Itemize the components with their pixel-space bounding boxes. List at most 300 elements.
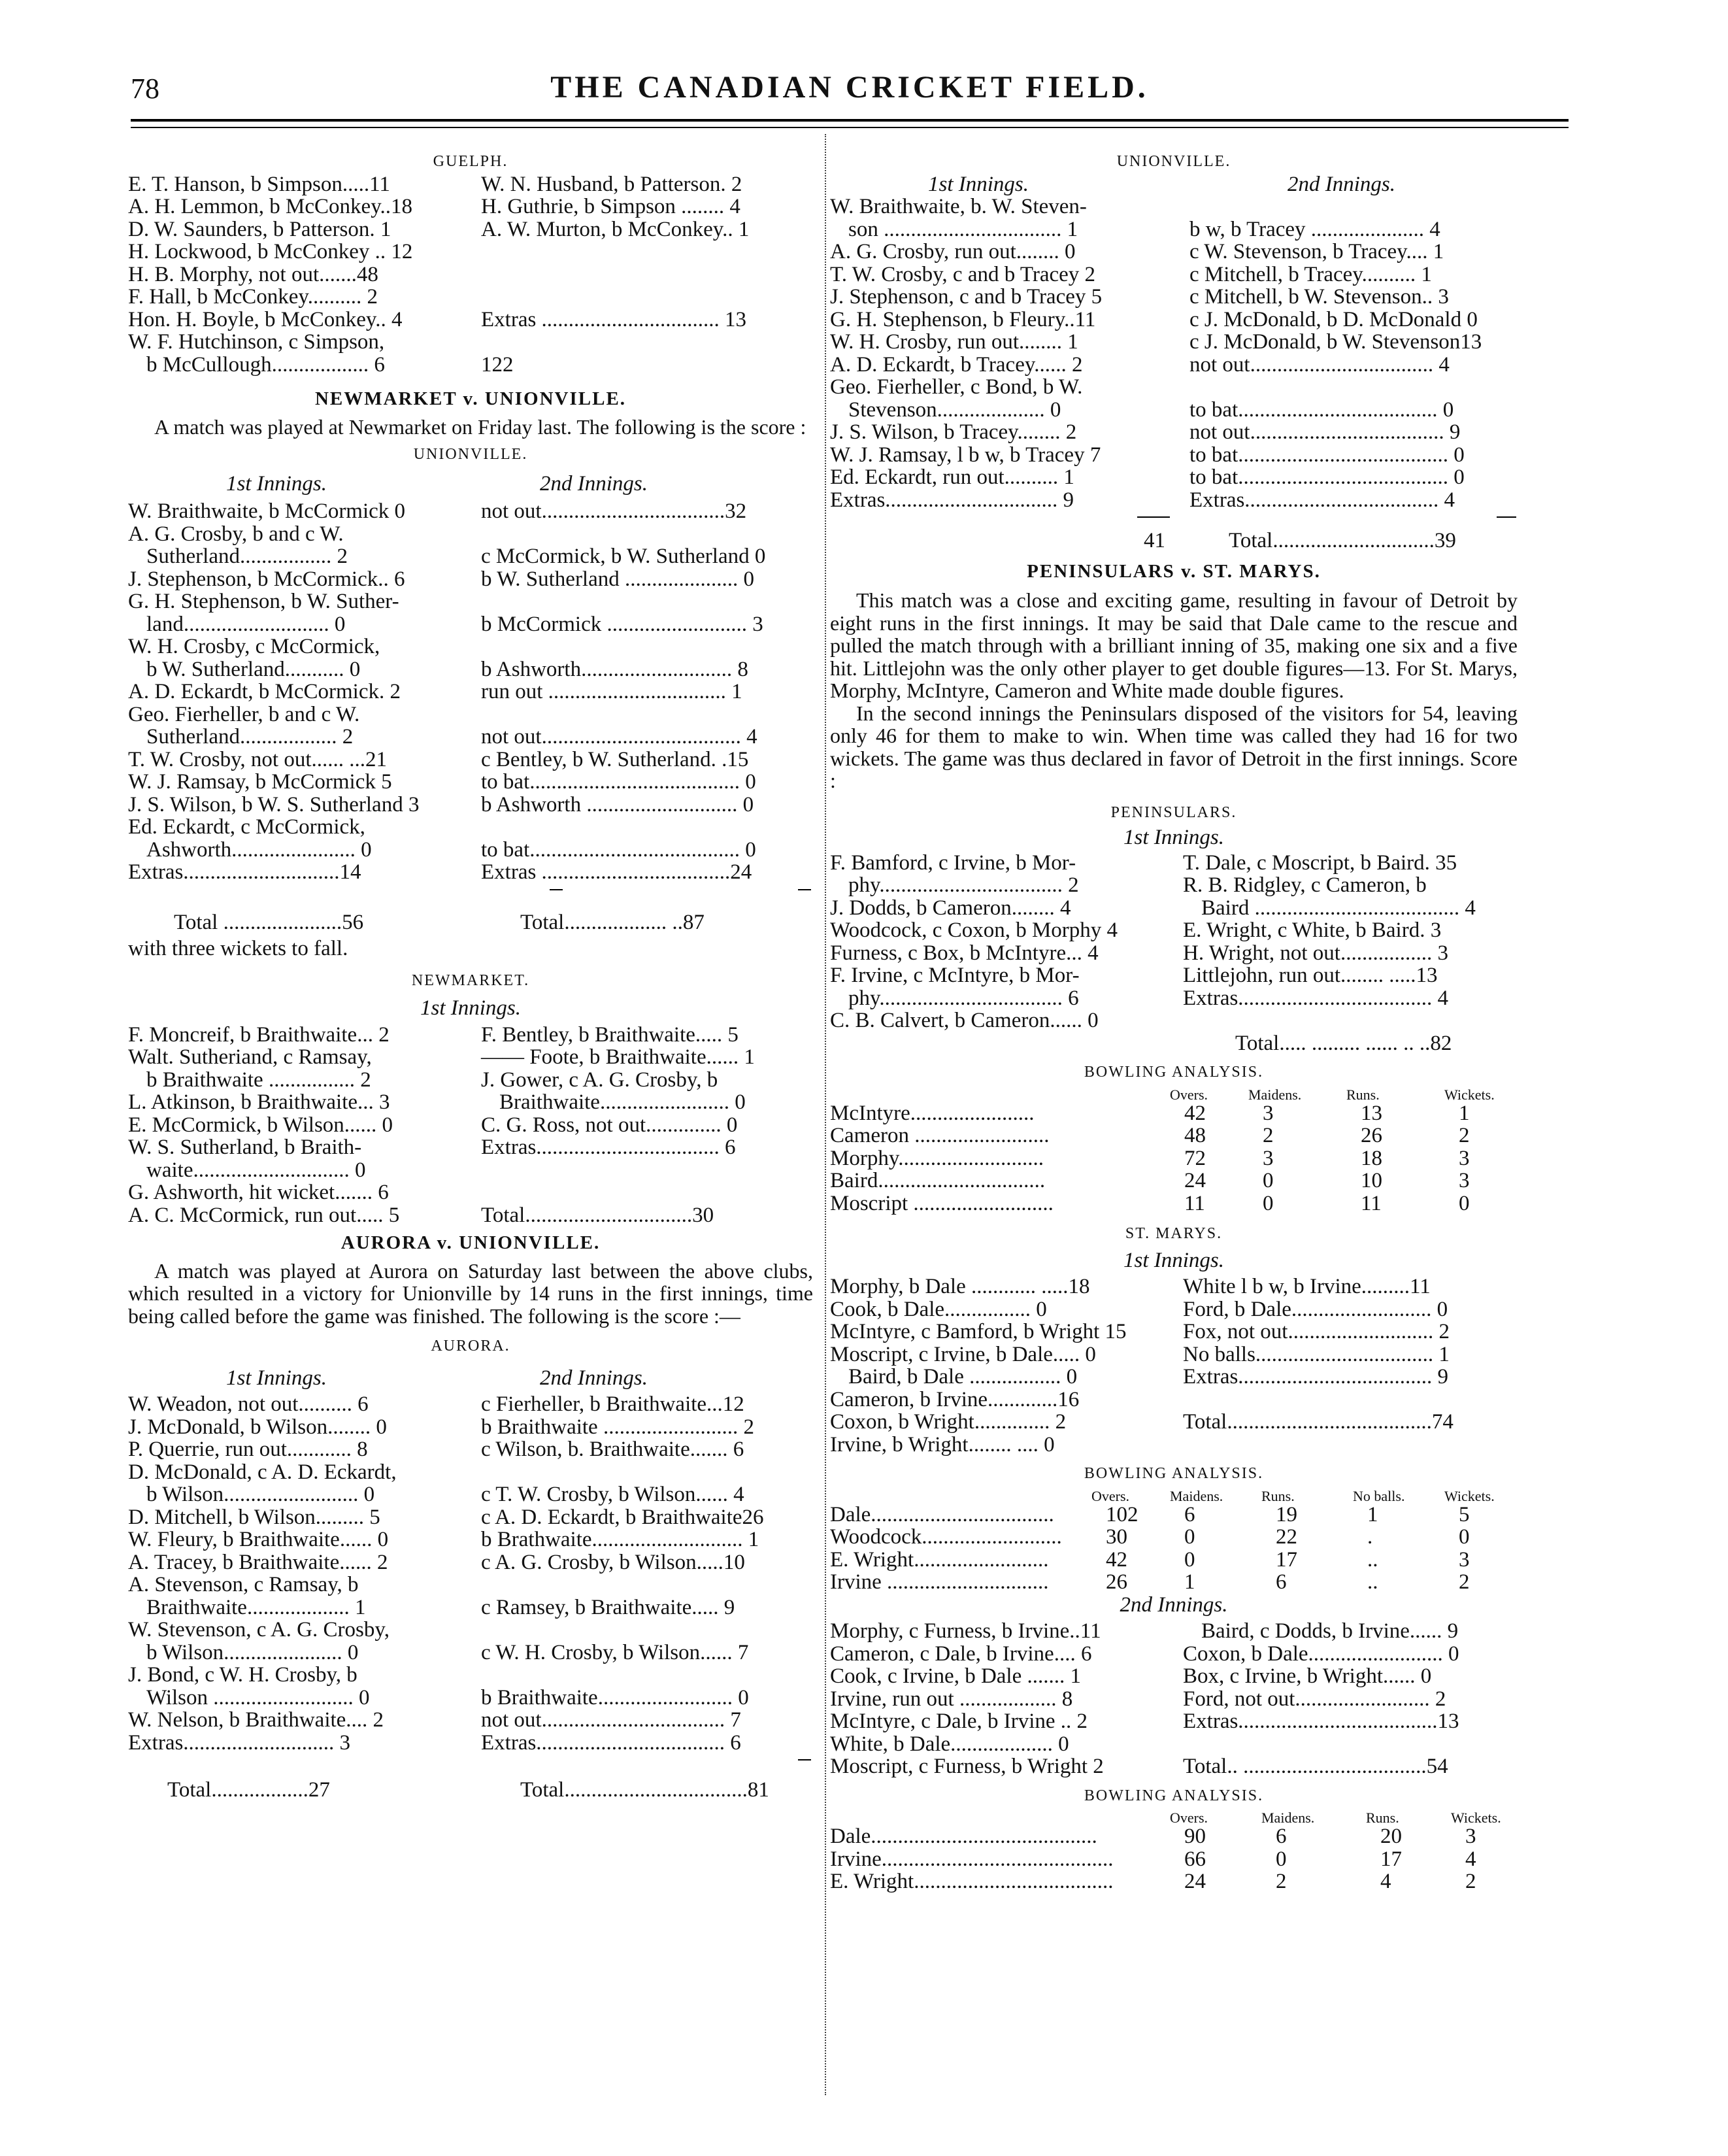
bowling-analysis-st-marys-2nd-row — [830, 1870, 1518, 1893]
st-marys-row — [830, 1298, 1518, 1321]
cell: not out..................................32 — [481, 499, 747, 523]
cell: 122 — [481, 352, 514, 377]
guelph-row — [128, 309, 813, 331]
cell: 0 — [1184, 1547, 1195, 1572]
cell: McIntyre, c Bamford, b Wright 15 — [830, 1320, 1127, 1343]
cell: 4 — [1465, 1847, 1476, 1871]
spacer — [128, 466, 813, 473]
unionville-row — [128, 523, 813, 546]
column-header: Maidens. — [1261, 1810, 1315, 1826]
cell: 2 — [1459, 1124, 1470, 1147]
peninsulars-row — [830, 874, 1518, 897]
cell: Extras............................ 3 — [128, 1730, 351, 1755]
peninsulars-row — [830, 987, 1518, 1010]
cell: not out.................................. 4 — [1189, 352, 1450, 377]
unionville-total-rule — [128, 884, 813, 897]
cell: Ed. Eckardt, c McCormick, — [128, 815, 365, 839]
spacer — [830, 1054, 1518, 1061]
st-marys-2nd-row — [830, 1665, 1518, 1688]
cell: 1 — [1367, 1502, 1378, 1526]
guelph-row — [128, 173, 813, 196]
cell: c J. McDonald, b W. Stevenson13 — [1189, 330, 1482, 354]
cell: 26 — [1106, 1570, 1127, 1594]
cell: b W. Sutherland ..................... 0 — [481, 567, 754, 591]
cell: J. Stephenson, b McCormick.. 6 — [128, 567, 405, 591]
aurora-row — [128, 1732, 813, 1755]
bowling-analysis-peninsulars-heading-text: BOWLING ANALYSIS. — [1084, 1064, 1264, 1081]
bowling-analysis-st-marys-cols — [830, 1485, 1518, 1504]
cell: 42 — [1106, 1547, 1127, 1572]
cell: H. Wright, not out................. 3 — [1183, 941, 1448, 965]
cell: Cameron, b Irvine.............16 — [830, 1387, 1080, 1411]
st-marys-2nd-row — [830, 1710, 1518, 1733]
match-heading-peninsulars-st-marys-text: PENINSULARS v. ST. MARYS. — [1027, 560, 1321, 582]
newmarket-heading — [128, 969, 813, 992]
cell: J. Dodds, b Cameron........ 4 — [830, 896, 1071, 920]
cell: Furness, c Box, b McIntyre... 4 — [830, 941, 1099, 965]
cell: 2nd Innings. — [540, 1366, 648, 1390]
cell: Extras.................................... 4 — [1189, 488, 1455, 512]
unionville-row — [128, 816, 813, 839]
innings-heading — [830, 173, 1518, 196]
peninsulars-innings-heading — [830, 826, 1518, 849]
cell: Woodcock, c Coxon, b Morphy 4 — [830, 918, 1118, 942]
cell: J. Bond, c W. H. Crosby, b — [128, 1663, 357, 1687]
total-rule — [798, 1759, 811, 1760]
cell: b w, b Tracey ..................... 4 — [1189, 217, 1440, 241]
cell: Total................... ..87 — [520, 910, 705, 934]
match-heading-aurora-unionville-text: AURORA v. UNIONVILLE. — [341, 1232, 601, 1253]
cell: Extras.................................... 4 — [1183, 986, 1449, 1010]
cell: Extras ...................................24 — [481, 860, 752, 884]
cell: W. Stevenson, c A. G. Crosby, — [128, 1618, 390, 1642]
match-heading-aurora-unionville — [128, 1232, 813, 1255]
st-marys-row — [830, 1343, 1518, 1366]
aurora-total-rule — [128, 1754, 813, 1767]
st-marys-innings-heading-text: 1st Innings. — [1123, 1248, 1224, 1272]
cell: A. D. Eckardt, b Tracey...... 2 — [830, 352, 1083, 377]
unionville-right-heading-text: UNIONVILLE. — [1116, 153, 1231, 170]
spacer — [830, 1456, 1518, 1462]
cell: to bat....................................... 0 — [481, 770, 756, 794]
bowling-analysis-peninsulars-cols — [830, 1084, 1518, 1102]
cell: Cameron ......................... — [830, 1124, 1050, 1147]
cell: W. Braithwaite, b McCormick 0 — [128, 499, 406, 523]
cell: Irvine, b Wright........ .... 0 — [830, 1432, 1055, 1457]
cell: T. W. Crosby, not out...... ...21 — [128, 747, 388, 771]
cell: 102 — [1106, 1502, 1138, 1526]
page-header — [131, 72, 1569, 118]
aurora-row — [128, 1619, 813, 1642]
match-report-para-1: This match was a close and exciting game, resulting in favour of Detroit by eight runs in the first innings. It may be said that Dale came to the rescue and pulled the match through with a brilliant inning of 35, making one six and a five hit. Littlejohn was the only other player to get double figures—13. For St. Marys, Morphy, McIntyre, Cameron and White made double figures. — [830, 588, 1518, 702]
cell: Total..................................81 — [520, 1778, 769, 1802]
cell: Baird, c Dodds, b Irvine...... 9 — [1201, 1619, 1459, 1643]
cell: D. W. Saunders, b Patterson. 1 — [128, 217, 391, 241]
bowling-analysis-st-marys-heading — [830, 1462, 1518, 1485]
cell: Extras................................ 9 — [830, 488, 1074, 512]
unionville-row — [128, 771, 813, 794]
cell: E. Wright......................... — [830, 1547, 1049, 1572]
column-header: Runs. — [1261, 1487, 1295, 1504]
cell: Total..................27 — [167, 1778, 330, 1802]
cell: 2 — [1276, 1870, 1287, 1893]
cell: Irvine .............................. — [830, 1570, 1049, 1594]
cell: G. H. Stephenson, b W. Suther- — [128, 590, 399, 613]
bowling-analysis-st-marys-2nd-heading — [830, 1785, 1518, 1808]
column-header: Maidens. — [1170, 1487, 1223, 1504]
unionville-row — [128, 681, 813, 703]
cell: b Brathwaite............................ 1 — [481, 1528, 759, 1551]
cell: 3 — [1459, 1547, 1470, 1572]
unionville-row — [128, 500, 813, 523]
cell: 24 — [1184, 1169, 1206, 1192]
cell: 10 — [1361, 1169, 1382, 1192]
cell: E. T. Hanson, b Simpson.....11 — [128, 172, 390, 196]
cell: 0 — [1263, 1169, 1274, 1192]
match-intro-aurora: A match was played at Aurora on Saturday last between the above clubs, which resulted in a victory for Unionville by 14 runs in the first innings, time being called before the game was finished. The following is the score :— — [128, 1258, 813, 1328]
unionville-row — [128, 861, 813, 884]
cell: 1 — [1459, 1101, 1470, 1125]
cell: Littlejohn, run out........ .....13 — [1183, 964, 1438, 987]
spacer — [128, 1767, 813, 1779]
bowling-analysis-st-marys-2nd-cols — [830, 1807, 1518, 1825]
cell: J. S. Wilson, b W. S. Sutherland 3 — [128, 792, 420, 817]
cell: c T. W. Crosby, b Wilson...... 4 — [481, 1483, 744, 1506]
cell: 3 — [1263, 1146, 1274, 1170]
peninsulars-innings-heading-text: 1st Innings. — [1123, 826, 1224, 849]
st-marys-row — [830, 1321, 1518, 1343]
peninsulars-heading — [830, 801, 1518, 824]
aurora-heading-text: AURORA. — [431, 1338, 510, 1355]
unionville-right-row — [830, 241, 1518, 263]
cell: A. W. Murton, b McConkey.. 1 — [481, 217, 750, 241]
newmarket-innings-heading — [128, 997, 813, 1020]
cell: Total.. ..................................54 — [1183, 1755, 1448, 1778]
total-rule — [798, 889, 811, 890]
cell: McIntyre....................... — [830, 1101, 1035, 1125]
cell: A. Stevenson, c Ramsay, b — [128, 1573, 359, 1596]
cell: Geo. Fierheller, c Bond, b W. — [830, 375, 1083, 399]
st-marys-row — [830, 1275, 1518, 1298]
cell: Total......................................74 — [1183, 1410, 1454, 1434]
cell: E. Wright, c White, b Baird. 3 — [1183, 918, 1442, 942]
spacer — [128, 960, 813, 969]
cell: . — [1367, 1525, 1373, 1549]
unionville-total-row — [128, 911, 813, 934]
cell: Braithwaite................... 1 — [146, 1595, 366, 1619]
newmarket-row — [128, 1046, 813, 1069]
spacer — [830, 792, 1518, 801]
cell: b McCormick .......................... 3 — [481, 612, 763, 636]
cell: Woodcock.......................... — [830, 1525, 1062, 1549]
unionville-heading — [128, 443, 813, 466]
cell: W. Braithwaite, b. W. Steven- — [830, 195, 1087, 218]
guelph-row — [128, 218, 813, 241]
cell: W. H. Crosby, run out........ 1 — [830, 330, 1078, 354]
match-heading-peninsulars-st-marys — [830, 560, 1518, 583]
cell: H. Guthrie, b Simpson ........ 4 — [481, 195, 740, 218]
cell: c Mitchell, b W. Stevenson.. 3 — [1189, 285, 1449, 309]
column-header: Wickets. — [1444, 1086, 1495, 1103]
cell: W. H. Crosby, c McCormick, — [128, 635, 380, 658]
right-column — [830, 150, 1518, 1893]
cell: 6 — [1276, 1825, 1287, 1848]
cell: H. Lockwood, b McConkey .. 12 — [128, 240, 413, 263]
cell: T. W. Crosby, c and b Tracey 2 — [830, 262, 1096, 286]
cell: Walt. Sutheriand, c Ramsay, — [128, 1045, 372, 1069]
bowling-analysis-peninsulars-row — [830, 1170, 1518, 1192]
aurora-row — [128, 1528, 813, 1551]
cell: land........................... 0 — [146, 612, 346, 636]
cell: Total...............................30 — [481, 1203, 714, 1227]
cell: 66 — [1184, 1847, 1206, 1871]
cell: A. H. Lemmon, b McConkey..18 — [128, 195, 413, 218]
unionville-row — [128, 658, 813, 681]
unionville-row — [128, 839, 813, 862]
unionville-right-row — [830, 286, 1518, 309]
column-header: Runs. — [1366, 1810, 1399, 1826]
cell: White l b w, b Irvine.........11 — [1183, 1275, 1431, 1298]
spacer — [128, 376, 813, 388]
cell: W. Weadon, not out.......... 6 — [128, 1392, 369, 1416]
unionville-right-row — [830, 444, 1518, 467]
bowling-analysis-peninsulars-row — [830, 1147, 1518, 1170]
newmarket-innings-heading-text: 1st Innings. — [420, 996, 521, 1020]
cell: P. Querrie, run out............ 8 — [128, 1438, 368, 1461]
cell: Sutherland.................. 2 — [146, 725, 354, 749]
cell: Wilson .......................... 0 — [146, 1685, 370, 1710]
cell: Braithwaite........................ 0 — [499, 1090, 746, 1114]
cell: 3 — [1459, 1146, 1470, 1170]
cell: 24 — [1184, 1870, 1206, 1893]
cell: 13 — [1361, 1101, 1382, 1125]
guelph-row — [128, 263, 813, 286]
spacer — [830, 1778, 1518, 1785]
cell: Extras.................................. 6 — [481, 1136, 736, 1159]
cell: Moscript .......................... — [830, 1191, 1054, 1215]
cell: F. Bamford, c Irvine, b Mor- — [830, 851, 1076, 875]
cell: c W. H. Crosby, b Wilson...... 7 — [481, 1640, 749, 1664]
cell: c W. Stevenson, b Tracey.... 1 — [1189, 240, 1444, 263]
cell: 0 — [1459, 1191, 1470, 1215]
bowling-analysis-peninsulars-row — [830, 1192, 1518, 1215]
newmarket-heading-text: NEWMARKET. — [411, 971, 530, 989]
peninsulars-row — [830, 919, 1518, 942]
cell: to bat....................................... 0 — [1189, 443, 1465, 467]
cell: J. Stephenson, c and b Tracey 5 — [830, 285, 1103, 309]
cell: 1st Innings. — [226, 471, 327, 496]
peninsulars-row — [830, 897, 1518, 920]
unionville-heading-text: UNIONVILLE. — [413, 446, 528, 463]
bowling-analysis-peninsulars-heading — [830, 1061, 1518, 1084]
cell: A. D. Eckardt, b McCormick. 2 — [128, 680, 401, 703]
cell: E. Wright..................................... — [830, 1870, 1114, 1893]
cell: 1 — [1184, 1570, 1195, 1594]
cell: 42 — [1184, 1101, 1206, 1125]
guelph-row — [128, 354, 813, 377]
guelph-heading — [128, 150, 813, 173]
aurora-row — [128, 1393, 813, 1416]
spacer — [830, 552, 1518, 560]
spacer — [128, 1327, 813, 1335]
unionville-right-heading — [830, 150, 1518, 173]
aurora-row — [128, 1551, 813, 1574]
cell: b Braithwaite ................ 2 — [146, 1068, 371, 1092]
page-title: THE CANADIAN CRICKET FIELD. — [550, 70, 1149, 105]
cell: Morphy, c Furness, b Irvine..11 — [830, 1619, 1101, 1643]
cell: 20 — [1380, 1825, 1402, 1848]
unionville-row — [128, 590, 813, 613]
cell: Irvine, run out .................. 8 — [830, 1687, 1073, 1711]
header-rule — [131, 119, 1569, 122]
unionville-right-total-row — [830, 530, 1518, 552]
innings-heading — [128, 1367, 813, 1390]
cell: A. G. Crosby, b and c W. — [128, 522, 344, 546]
cell: Ashworth....................... 0 — [146, 837, 372, 862]
column-header: Wickets. — [1444, 1487, 1495, 1504]
cell: 48 — [1184, 1124, 1206, 1147]
cell: phy.................................. 6 — [848, 986, 1079, 1010]
cell: Sutherland................. 2 — [146, 545, 348, 568]
column-header: Runs. — [1346, 1086, 1380, 1103]
column-header: Maidens. — [1248, 1086, 1302, 1103]
cell: Geo. Fierheller, b and c W. — [128, 702, 360, 726]
cell: Extras................................... 6 — [481, 1730, 741, 1755]
cell: Ed. Eckardt, run out.......... 1 — [830, 465, 1074, 489]
cell: Cook, b Dale................ 0 — [830, 1297, 1047, 1321]
cell: R. B. Ridgley, c Cameron, b — [1183, 873, 1427, 897]
st-marys-row — [830, 1411, 1518, 1434]
aurora-row — [128, 1596, 813, 1619]
unionville-right-row — [830, 354, 1518, 377]
cell: C. G. Ross, not out.............. 0 — [481, 1113, 738, 1137]
cell: McIntyre, c Dale, b Irvine .. 2 — [830, 1710, 1088, 1733]
cell: T. Dale, c Moscript, b Baird. 35 — [1183, 851, 1457, 875]
cell: .. — [1367, 1570, 1378, 1594]
newmarket-row — [128, 1069, 813, 1092]
st-marys-2nd-row — [830, 1733, 1518, 1756]
aurora-row — [128, 1506, 813, 1529]
cell: Morphy, b Dale ............ .....18 — [830, 1275, 1090, 1298]
unionville-row — [128, 568, 813, 591]
cell: 2nd Innings. — [540, 471, 648, 496]
cell: 22 — [1276, 1525, 1297, 1549]
cell: son ................................. 1 — [848, 217, 1078, 241]
cell: c Bentley, b W. Sutherland. .15 — [481, 747, 749, 771]
st-marys-row — [830, 1366, 1518, 1389]
guelph-row — [128, 331, 813, 354]
header-rule-thin — [131, 127, 1569, 128]
cell: b Braithwaite......................... 0 — [481, 1685, 749, 1710]
cell: G. Ashworth, hit wicket....... 6 — [128, 1181, 389, 1204]
peninsulars-row — [830, 1009, 1518, 1032]
cell: F. Irvine, c McIntyre, b Mor- — [830, 964, 1080, 987]
cell: 90 — [1184, 1825, 1206, 1848]
peninsulars-row — [830, 942, 1518, 965]
cell: 0 — [1263, 1191, 1274, 1215]
aurora-row — [128, 1642, 813, 1664]
newmarket-row — [128, 1181, 813, 1204]
cell: c A. D. Eckardt, b Braithwaite26 — [481, 1505, 764, 1529]
st-marys-2nd-innings-heading — [830, 1594, 1518, 1617]
cell: b W. Sutherland........... 0 — [146, 657, 361, 681]
cell: Total..............................39 — [1229, 529, 1456, 552]
cell: with three wickets to fall. — [128, 937, 348, 960]
cell: D. Mitchell, b Wilson......... 5 — [128, 1505, 380, 1529]
page-number: 78 — [131, 73, 159, 105]
cell: c Fierheller, b Braithwaite...12 — [481, 1392, 744, 1416]
aurora-heading — [128, 1335, 813, 1358]
cell: Moscript, c Irvine, b Dale..... 0 — [830, 1342, 1096, 1366]
left-column — [128, 150, 813, 1802]
unionville-right-row — [830, 466, 1518, 489]
cell: 19 — [1276, 1502, 1297, 1526]
cell: —— Foote, b Braithwaite...... 1 — [481, 1045, 755, 1069]
cell: run out ................................. 1 — [481, 680, 742, 703]
cell: 0 — [1459, 1525, 1470, 1549]
cell: J. Gower, c A. G. Crosby, b — [481, 1068, 718, 1092]
unionville-right-row — [830, 399, 1518, 422]
cell: Hon. H. Boyle, b McConkey.. 4 — [128, 307, 403, 331]
cell: b McCullough.................. 6 — [146, 352, 385, 377]
aurora-row — [128, 1709, 813, 1732]
guelph-row — [128, 241, 813, 263]
cell: to bat..................................... 0 — [1189, 397, 1454, 422]
cell: Dale.................................. — [830, 1502, 1054, 1526]
bowling-analysis-peninsulars-row — [830, 1124, 1518, 1147]
column-header: Overs. — [1091, 1487, 1130, 1504]
cell: Extras.................................... 9 — [1183, 1365, 1449, 1389]
cell: F. Hall, b McConkey.......... 2 — [128, 285, 378, 309]
cell: H. B. Morphy, not out.......48 — [128, 262, 378, 286]
cell: 72 — [1184, 1146, 1206, 1170]
cell: E. McCormick, b Wilson...... 0 — [128, 1113, 393, 1137]
bowling-analysis-st-marys-heading-text: BOWLING ANALYSIS. — [1084, 1465, 1264, 1482]
unionville-row — [128, 726, 813, 749]
unionville-row — [128, 794, 813, 817]
cell: Baird, b Dale ................. 0 — [848, 1365, 1078, 1389]
st-marys-heading — [830, 1222, 1518, 1245]
cell: Coxon, b Dale......................... 0 — [1183, 1642, 1459, 1666]
cell: W. N. Husband, b Patterson. 2 — [481, 172, 742, 196]
cell: W. F. Hutchinson, c Simpson, — [128, 330, 385, 354]
bowling-analysis-st-marys-row — [830, 1526, 1518, 1549]
cell: 2nd Innings. — [1288, 172, 1395, 196]
unionville-note — [128, 937, 813, 960]
st-marys-2nd-row — [830, 1620, 1518, 1643]
guelph-row — [128, 195, 813, 218]
unionville-row — [128, 703, 813, 726]
cell: c Wilson, b. Braithwaite....... 6 — [481, 1438, 744, 1461]
cell: J. S. Wilson, b Tracey........ 2 — [830, 420, 1077, 444]
innings-heading — [128, 473, 813, 496]
cell: not out.................................... 9 — [1189, 420, 1461, 444]
cell: J. McDonald, b Wilson........ 0 — [128, 1415, 387, 1439]
aurora-row — [128, 1438, 813, 1461]
cell: 1st Innings. — [928, 172, 1029, 196]
cell: Box, c Irvine, b Wright...... 0 — [1183, 1664, 1432, 1688]
unionville-right-row — [830, 489, 1518, 512]
cell: 11 — [1361, 1191, 1382, 1215]
st-marys-innings-heading — [830, 1249, 1518, 1272]
cell: c Ramsey, b Braithwaite..... 9 — [481, 1595, 735, 1619]
st-marys-2nd-row — [830, 1755, 1518, 1778]
cell: Cameron, c Dale, b Irvine.... 6 — [830, 1642, 1092, 1666]
cell: b Braithwaite ......................... 2 — [481, 1415, 754, 1439]
unionville-right-row — [830, 421, 1518, 444]
aurora-row — [128, 1416, 813, 1439]
cell: C. B. Calvert, b Cameron...... 0 — [830, 1009, 1099, 1032]
